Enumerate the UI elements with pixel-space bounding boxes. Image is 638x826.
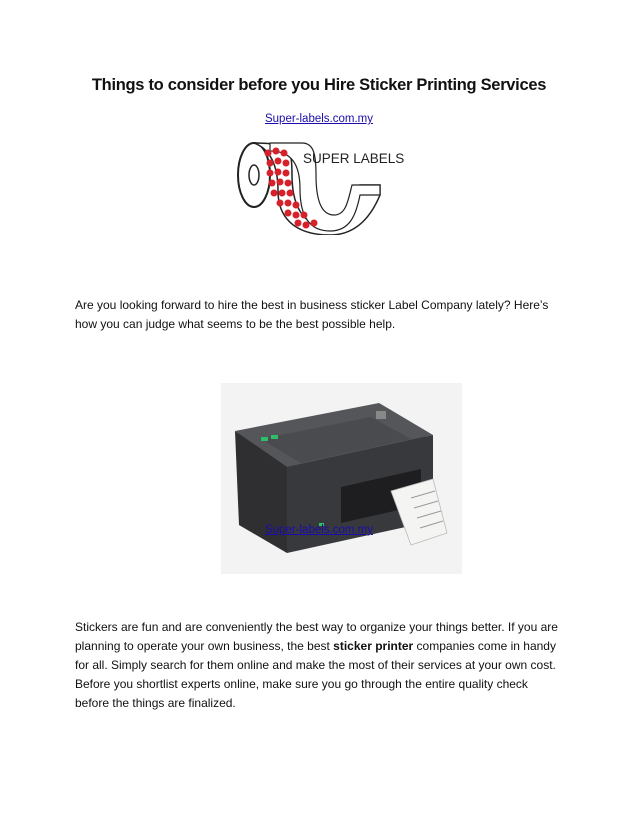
super-labels-link-caption[interactable]: Super-labels.com.my [264, 524, 373, 536]
body-text-before: Stickers are fun and are conveniently the best way to organize your things better. If you are planning to operate your own business, the best [75, 620, 558, 653]
logo-text: SUPER LABELS [303, 151, 405, 166]
label-roll-logo-icon [230, 135, 410, 235]
thermal-printer-icon [221, 383, 462, 574]
intro-paragraph: Are you looking forward to hire the best in business sticker Label Company lately? Here’s how you can judge what seems to be the best possible help. [75, 298, 549, 331]
printer-image [221, 383, 462, 574]
super-labels-link-top[interactable]: Super-labels.com.my [264, 113, 373, 125]
page-title: Things to consider before you Hire Sticker Printing Services [91, 76, 547, 94]
body-text-after: companies come in handy for all. Simply search for them online and make the most of their services at your own cost. Before you shortlist experts online, make sure you go through the entire quality check before the things are finalized. [75, 639, 556, 710]
sticker-printer-keyword: sticker printer [333, 639, 414, 653]
super-labels-logo [230, 135, 410, 235]
body-paragraph [75, 618, 565, 713]
